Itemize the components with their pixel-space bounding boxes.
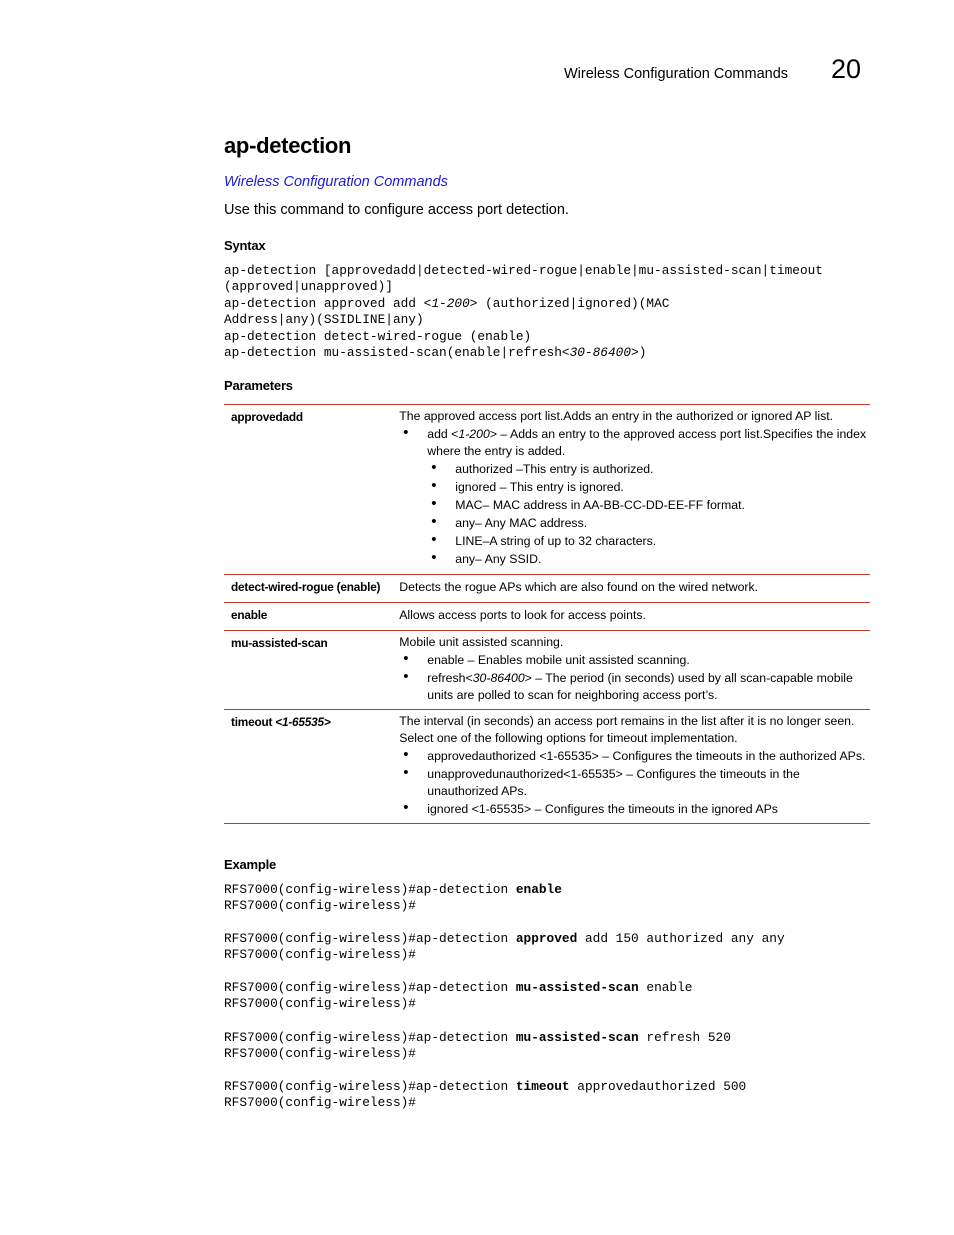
syntax-block: ap-detection [approvedadd|detected-wired-rogue|enable|mu-assisted-scan|timeout (approved|unapproved)] ap-detection approved add <1-200> (authorized|ignored)(MAC Address|any)(SSIDLINE|any) ap-detection detect-wired-rogue (enable) ap-detection mu-assisted-scan(enable|refresh<30-86400>) bbox=[224, 263, 823, 361]
list-item: • LINE–A string of up to 32 characters. bbox=[399, 533, 870, 550]
page-title: ap-detection bbox=[224, 133, 352, 158]
chapter-number: 20 bbox=[831, 54, 862, 84]
list-item: • unapprovedunauthorized<1-65535> – Configures the timeouts in the unauthorized APs. bbox=[399, 766, 870, 799]
table-row bbox=[224, 602, 870, 630]
section-link[interactable]: Wireless Configuration Commands bbox=[224, 174, 448, 190]
running-header-title: Wireless Configuration Commands bbox=[564, 66, 789, 82]
param-name: timeout <1-65535> bbox=[231, 715, 331, 730]
param-name: mu-assisted-scan bbox=[231, 635, 328, 650]
list-item: • authorized –This entry is authorized. bbox=[399, 461, 870, 478]
list-item: • ignored – This entry is ignored. bbox=[399, 479, 870, 496]
table-row bbox=[224, 574, 870, 602]
param-description: The approved access port list.Adds an entry in the authorized or ignored AP list. • add <1-200> – Adds an entry to the approved access port list.Specifies the index where the entry is added. • authorized –This entry is authorized. • ignored – This entry is ignored. • MAC– MAC address in AA-BB-CC-DD-EE-FF format. • any– Any MAC address. • LINE–A string of up to 32 characters. • any– Any SSID. bbox=[399, 405, 870, 575]
example-block: RFS7000(config-wireless)#ap-detection timeout approvedauthorized 500 RFS7000(config-wireless)# bbox=[224, 1079, 747, 1111]
list-item: • any– Any SSID. bbox=[399, 551, 870, 568]
list-item: • ignored <1-65535> – Configures the timeouts in the ignored APs bbox=[399, 801, 870, 818]
example-heading: Example bbox=[224, 857, 277, 872]
param-name: enable bbox=[231, 607, 268, 622]
table-row bbox=[224, 630, 870, 709]
param-name: detect-wired-rogue (enable) bbox=[231, 579, 381, 594]
intro-text: Use this command to configure access port detection. bbox=[224, 202, 569, 218]
list-item: • any– Any MAC address. bbox=[399, 515, 870, 532]
parameters-heading: Parameters bbox=[224, 378, 293, 393]
parameters-table bbox=[224, 404, 870, 824]
param-description: Allows access ports to look for access points. bbox=[399, 607, 646, 622]
param-description: Detects the rogue APs which are also found on the wired network. bbox=[399, 579, 759, 594]
table-row bbox=[224, 405, 870, 575]
example-block: RFS7000(config-wireless)#ap-detection enable RFS7000(config-wireless)# bbox=[224, 882, 562, 914]
list-item: • MAC– MAC address in AA-BB-CC-DD-EE-FF format. bbox=[399, 497, 870, 514]
list-item: • approvedauthorized <1-65535> – Configures the timeouts in the authorized APs. bbox=[399, 748, 870, 765]
list-item: • enable – Enables mobile unit assisted scanning. bbox=[399, 652, 870, 669]
syntax-heading: Syntax bbox=[224, 238, 266, 253]
example-block: RFS7000(config-wireless)#ap-detection mu-assisted-scan refresh 520 RFS7000(config-wireless)# bbox=[224, 1030, 731, 1062]
param-name: approvedadd bbox=[231, 410, 303, 424]
example-block: RFS7000(config-wireless)#ap-detection approved add 150 authorized any any RFS7000(config-wireless)# bbox=[224, 931, 785, 963]
table-row bbox=[224, 710, 870, 824]
param-description: Mobile unit assisted scanning. • enable – Enables mobile unit assisted scanning. • refresh<30-86400> – The period (in seconds) used by all scan-capable mobile units are polled to scan for neighboring access port’s. bbox=[399, 630, 870, 709]
example-block: RFS7000(config-wireless)#ap-detection mu-assisted-scan enable RFS7000(config-wireless)# bbox=[224, 980, 693, 1012]
param-description: The interval (in seconds) an access port remains in the list after it is no longer seen. Select one of the following options for timeout implementation. • approvedauthorized <1-65535> – Configures the timeouts in the authorized APs. • unapprovedunauthorized<1-65535> – Configures the timeouts in the unauthorized APs. • ignored <1-65535> – Configures the timeouts in the ignored APs bbox=[399, 710, 870, 824]
list-item: • add <1-200> – Adds an entry to the approved access port list.Specifies the index where the entry is added. bbox=[399, 426, 870, 459]
list-item: • refresh<30-86400> – The period (in seconds) used by all scan-capable mobile units are polled to scan for neighboring access port’s. bbox=[399, 670, 870, 703]
